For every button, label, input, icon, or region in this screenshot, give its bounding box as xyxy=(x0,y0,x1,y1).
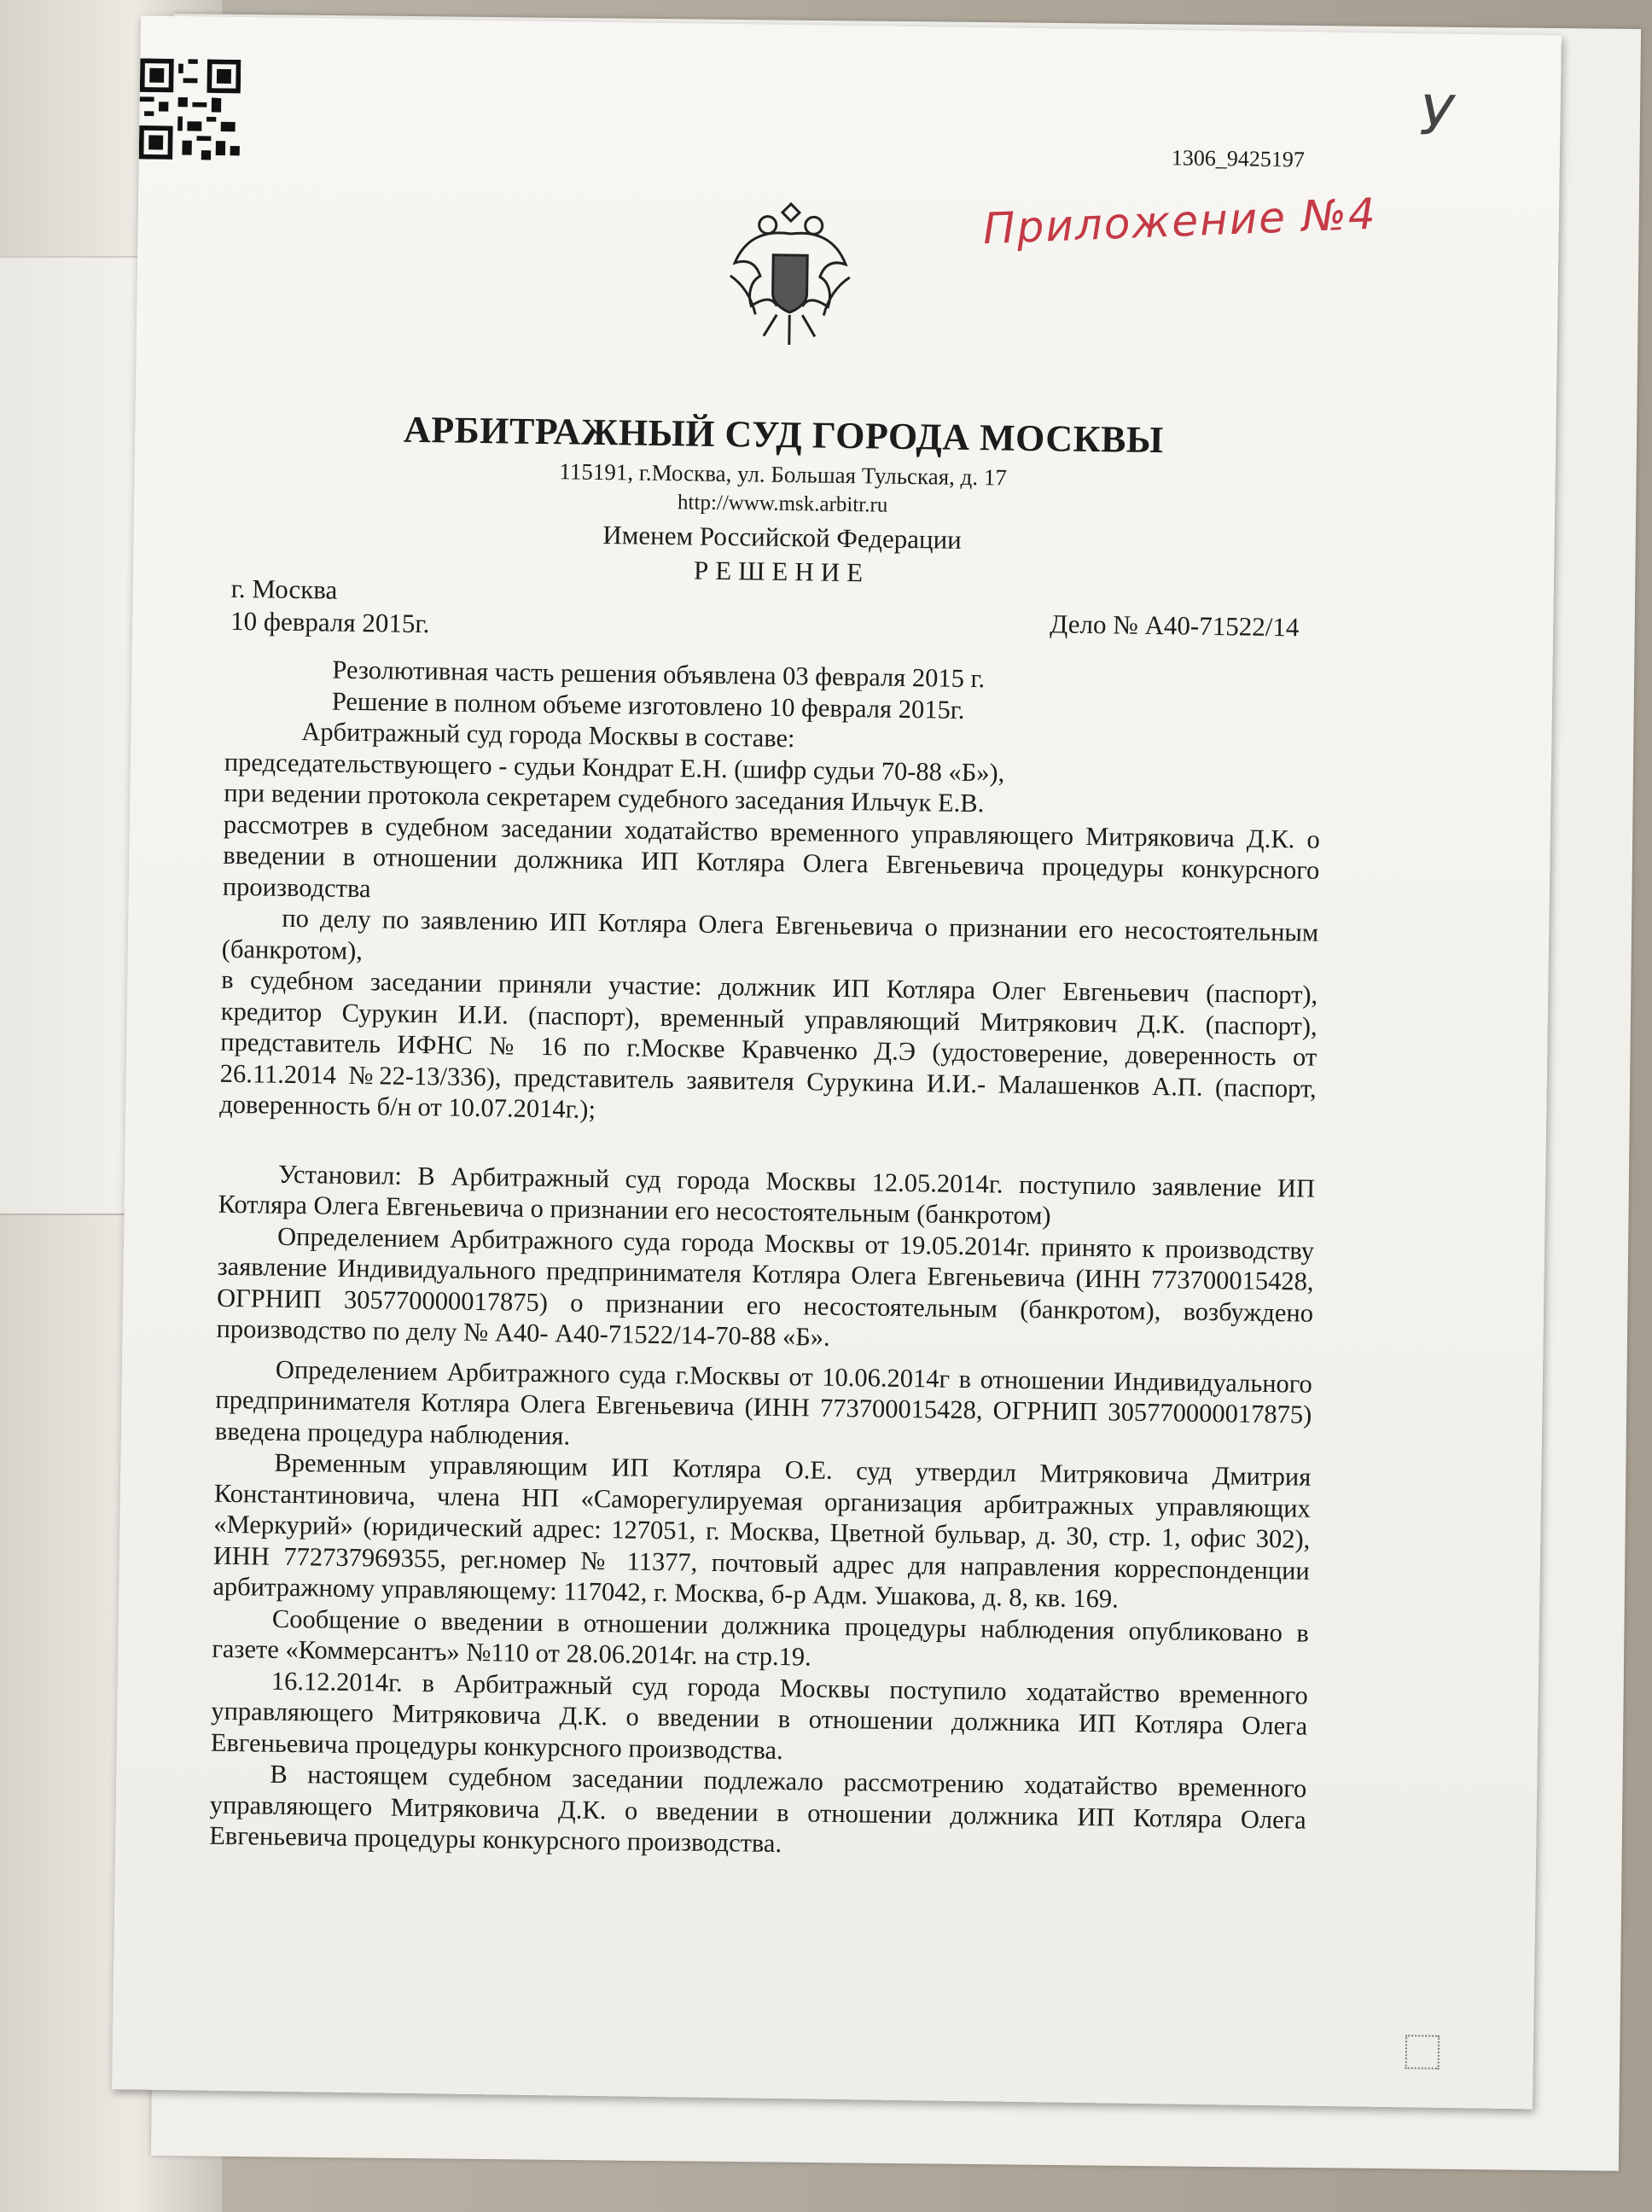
coat-of-arms-icon xyxy=(725,195,856,358)
case-number: Дело № А40-71522/14 xyxy=(1049,608,1300,643)
court-website: http://www.msk.arbitr.ru xyxy=(677,491,888,517)
paragraph: председательствующего - судьи Кондрат Е.Н. (шифр судьи 70-88 «Б»), xyxy=(224,747,1005,788)
paragraph: Определением Арбитражного суда города Москвы от 19.05.2014г. принято к производству заявление Индивидуального предпринимателя Котляра Олега Евгеньевича (ИНН 773700015428, ОГРНИП 305770000017875) о признании его несостоятельным (банкротом), возбуждено производство по делу № А40- А40-71522/14-70-88 «Б». xyxy=(216,1221,1315,1352)
document-body xyxy=(209,653,1322,1866)
city: г. Москва xyxy=(230,573,338,605)
paragraph: 16.12.2014г. в Арбитражный суд города Москвы поступило ходатайство временного управляющего Митряковича Д.К. о введении в отношении должника ИП Котляра Олега Евгеньевича процедуры конкурсного производства. xyxy=(210,1666,1308,1765)
court-title: АРБИТРАЖНЫЙ СУД ГОРОДА МОСКВЫ xyxy=(403,408,1164,462)
paragraph: рассмотрев в судебном заседании ходатайство временного управляющего Митряковича Д.К. о введении в отношении должника ИП Котляра Олега Евгеньевича процедуры конкурсного производства xyxy=(222,809,1320,903)
document-type: РЕШЕНИЕ xyxy=(693,555,870,588)
document-page xyxy=(112,15,1562,2109)
left-sheet-edge xyxy=(0,256,145,1215)
paragraph: Временным управляющим ИП Котляра О.Е. суд утвердил Митряковича Дмитрия Константиновича, члена НП «Саморегулируемая организация арбитражных управляющих «Меркурий» (юридический адрес: 127051, г. Москва, Цветной бульвар, д. 30, стр. 1, офис 302), ИНН 772737969355, рег.номер № 11377, почтовый адрес для направления корреспонденции арбитражному управляющему: 117042, г. Москва, б-р Адм. Ушакова, д. 8, кв. 169. xyxy=(212,1447,1312,1614)
in-name-of-federation: Именем Российской Федерации xyxy=(602,519,963,555)
paragraph: В настоящем судебном заседании подлежало рассмотрению ходатайство временного управляющего Митряковича Д.К. о введении в отношении должника ИП Котляра Олега Евгеньевича процедуры конкурсного производства. xyxy=(209,1759,1307,1859)
paragraph: Сообщение о введении в отношении должника процедуры наблюдения опубликовано в газете «Коммерсантъ» №110 от 28.06.2014г. на стр.19. xyxy=(212,1604,1309,1672)
document-id: 1306_9425197 xyxy=(1171,145,1306,172)
paragraph: Арбитражный суд города Москвы в составе: xyxy=(301,717,795,754)
decision-date: 10 февраля 2015г. xyxy=(230,605,430,639)
paragraph: Резолютивная часть решения объявлена 03 февраля 2015 г. xyxy=(332,655,986,694)
page-corner-mark xyxy=(1405,2034,1440,2069)
qr-code-icon xyxy=(139,58,241,160)
paragraph: по делу по заявлению ИП Котляра Олега Евгеньевича о признании его несостоятельным (банкротом), xyxy=(221,903,1319,965)
court-address: 115191, г.Москва, ул. Большая Тульская, д. 17 xyxy=(559,458,1008,491)
paragraph: Решение в полном объеме изготовлено 10 февраля 2015г. xyxy=(331,686,965,725)
paragraph: Определением Арбитражного суда г.Москвы от 10.06.2014г в отношении Индивидуального предпринимателя Котляра Олега Евгеньевича (ИНН 773700015428, ОГРНИП 305770000017875) введена процедура наблюдения. xyxy=(214,1354,1313,1451)
paragraph: при ведении протокола секретарем судебного заседания Ильчук Е.В. xyxy=(224,777,985,818)
paragraph: в судебном заседании приняли участие: должник ИП Котляра Олег Евгеньевич (паспорт), кредитор Сурукин И.И. (паспорт), временный управляющий Митрякович Д.К. (паспорт), представитель ИФНС № 16 по г.Москве Кравченко Д.Э (удостоверение, доверенность от 26.11.2014 №22-13/336), представитель заявителя Сурукина И.И.- Малашенков А.П. (паспорт, доверенность б/н от 10.07.2014г.); xyxy=(219,964,1318,1124)
handwritten-annotation: Приложение №4 xyxy=(981,189,1378,254)
paragraph: Установил: В Арбитражный суд города Москвы 12.05.2014г. поступило заявление ИП Котляра Олега Евгеньевича о признании его несостоятельным (банкротом) xyxy=(218,1159,1316,1231)
handwritten-corner-mark: У xyxy=(1419,84,1454,148)
